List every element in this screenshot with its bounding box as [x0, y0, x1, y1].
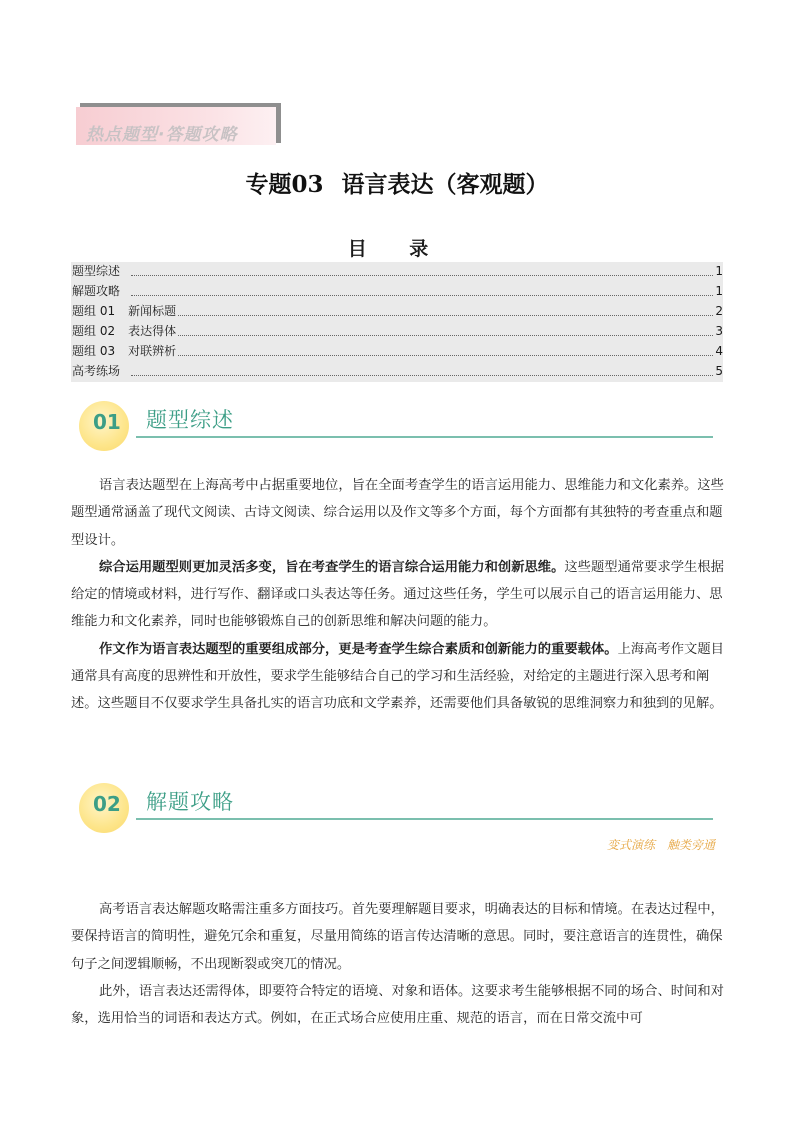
table-of-contents — [71, 262, 723, 383]
paragraph: 语言表达题型在上海高考中占据重要地位，旨在全面考查学生的语言运用能力、思维能力和文化素养。这些题型通常涵盖了现代文阅读、古诗文阅读、综合运用以及作文等多个方面，每个方面都有其独特的考查重点和题型设计。 — [71, 478, 724, 548]
title-main: 语言表达（客观题） — [341, 171, 549, 198]
paragraph: 高考语言表达解题攻略需注重多方面技巧。首先要理解题目要求，明确表达的目标和情境。在表达过程中，要保持语言的简明性，避免冗余和重复，尽量用简练的语言传达清晰的意思。同时，要注意语言的连贯性，确保句子之间逻辑顺畅，不出现断裂或突兀的情况。 — [71, 902, 724, 972]
toc-item-page: 3 — [713, 322, 723, 342]
toc-item-page: 2 — [713, 302, 723, 322]
section-header-strategy — [78, 780, 713, 840]
toc-leader-dots — [131, 335, 715, 336]
toc-leader-dots — [131, 295, 715, 296]
section-title: 题型综述 — [146, 408, 234, 432]
bold-lead: 作文作为语言表达题型的重要组成部分，更是考查学生综合素质和创新能力的重要载体。 — [99, 641, 618, 657]
toc-leader-dots — [131, 315, 715, 316]
toc-item-label: 题型综述 — [72, 264, 121, 278]
paragraph-text: 这些题型通常要求学生根据给定的情境或材料，进行写作、翻译或口头表达等任务。通过这些任务，学生可以展示自己的语言运用能力、思维能力和文化素养，同时也能够锻炼自己的创新思维和解决问题的能力。 — [71, 559, 724, 630]
toc-item-label: 题组 01 — [72, 304, 116, 319]
paragraph — [71, 636, 725, 718]
toc-item[interactable] — [71, 342, 723, 362]
toc-leader-dots — [131, 275, 715, 276]
toc-item[interactable] — [71, 362, 723, 382]
toc-item[interactable] — [71, 262, 723, 282]
paragraph: 此外，语言表达还需得体，即要符合特定的语境、对象和语体。这要求考生能够根据不同的场合、时间和对象，选用恰当的词语和表达方式。例如，在正式场合应使用庄重、规范的语言，而在日常交流中可 — [71, 983, 724, 1027]
badge-text: 热点题型·答题攻略 — [86, 125, 238, 145]
toc-leader-dots — [131, 355, 715, 356]
section-number: 02 — [93, 792, 121, 816]
toc-heading: 目 录 — [347, 238, 447, 260]
section-tagline: 变式演练 触类旁通 — [606, 838, 715, 852]
paragraph — [71, 554, 725, 636]
toc-item-page: 1 — [713, 282, 723, 302]
section-header-overview — [78, 398, 713, 458]
toc-item[interactable] — [71, 322, 723, 342]
toc-leader-dots — [131, 375, 715, 376]
toc-item-subtitle: 表达得体 — [128, 324, 177, 339]
toc-item-label: 高考练场 — [72, 364, 121, 379]
bold-lead: 综合运用题型则更加灵活多变，旨在考查学生的语言综合运用能力和创新思维。 — [99, 559, 565, 575]
section-number: 01 — [93, 410, 121, 434]
toc-item[interactable] — [71, 302, 723, 322]
toc-item-page: 4 — [713, 342, 723, 362]
section-divider — [136, 818, 713, 820]
section-title: 解题攻略 — [146, 790, 234, 814]
title-prefix: 专题03 — [245, 171, 324, 198]
section1-body — [71, 472, 725, 718]
toc-item-label: 题组 03 — [72, 344, 116, 359]
toc-item[interactable] — [71, 282, 723, 302]
badge-panel — [76, 107, 276, 145]
toc-item-label: 解题攻略 — [72, 284, 121, 299]
toc-item-page: 1 — [713, 262, 723, 282]
topic-badge — [76, 103, 281, 143]
toc-item-subtitle: 对联辨析 — [128, 344, 177, 359]
paragraph-text: 上海高考作文题目通常具有高度的思辨性和开放性，要求学生能够结合自己的学习和生活经验，对给定的主题进行深入思考和阐述。这些题目不仅要求学生具备扎实的语言功底和文学素养，还需要他们具备敏锐的思维洞察力和独到的见解。 — [71, 641, 724, 712]
section-divider — [136, 436, 713, 438]
document-title — [0, 166, 794, 199]
section2-body — [71, 896, 725, 1032]
toc-item-label: 题组 02 — [72, 324, 116, 339]
toc-item-page: 5 — [713, 362, 723, 382]
toc-item-subtitle: 新闻标题 — [128, 304, 177, 319]
